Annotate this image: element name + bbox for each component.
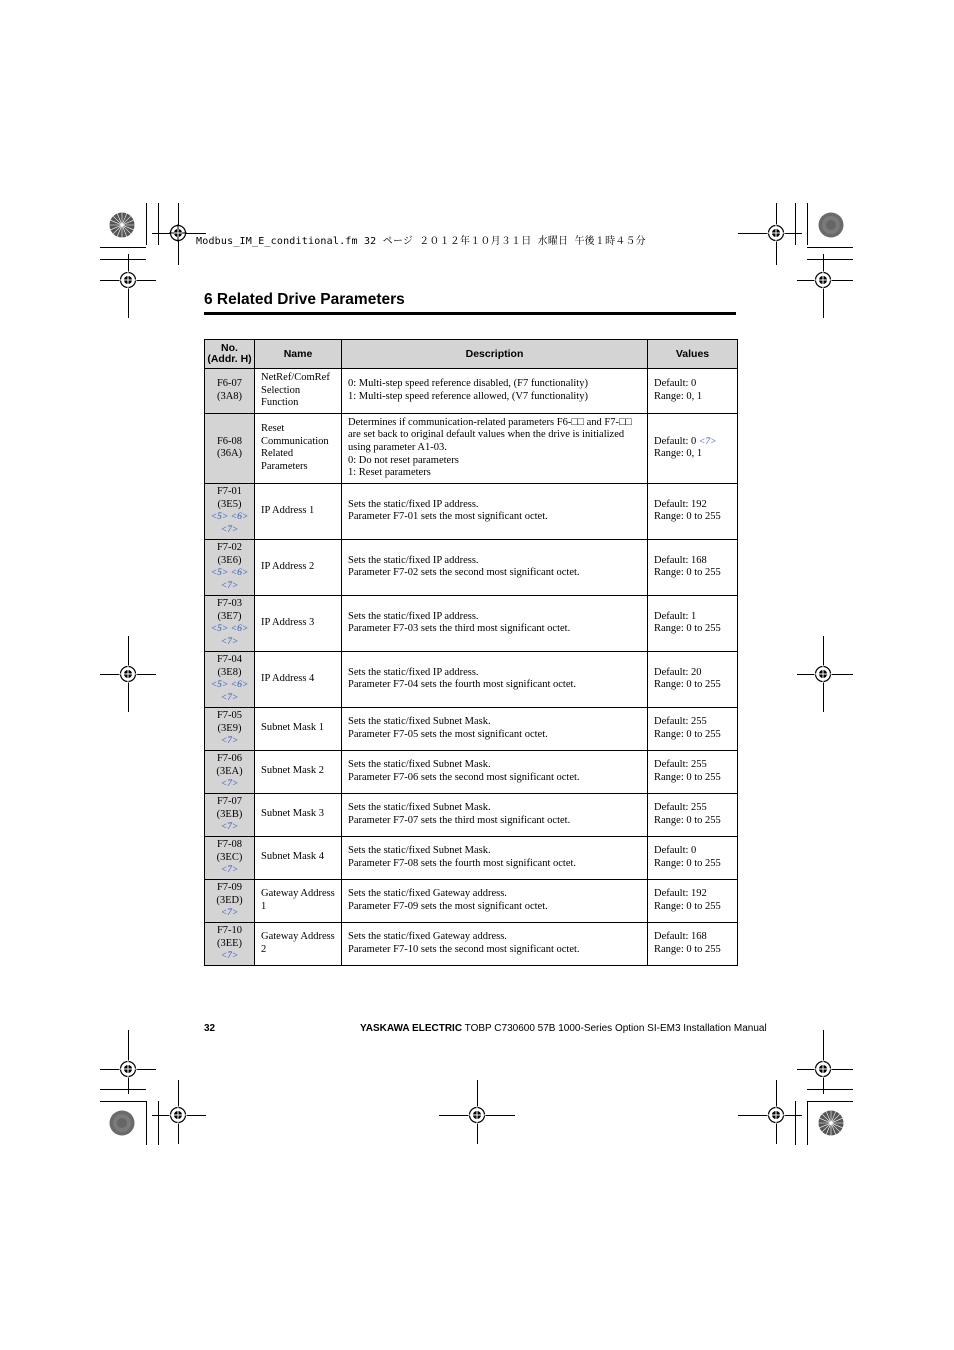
footer-brand: YASKAWA ELECTRIC [360, 1023, 463, 1034]
footnote-refs: <5> <6> <7> [210, 680, 249, 703]
param-name: Subnet Mask 4 [255, 836, 342, 879]
registration-mark-icon [814, 271, 832, 289]
footnote-refs: <7> [220, 822, 239, 833]
registration-mark-icon [767, 224, 785, 242]
description-line: Sets the static/fixed IP address. [348, 610, 479, 622]
param-address: (3E5) [217, 498, 242, 510]
param-address: (36A) [216, 448, 243, 460]
default-value-text: Default: 1 [654, 610, 697, 622]
param-number-cell [205, 879, 255, 922]
table-header-row [205, 340, 738, 369]
description-line: Parameter F7-05 sets the most significant octet. [348, 728, 548, 740]
description-line: Parameter F7-02 sets the second most significant octet. [348, 567, 580, 579]
param-name: Subnet Mask 1 [255, 707, 342, 750]
default-value [654, 759, 731, 772]
param-number-cell [205, 369, 255, 414]
default-value [654, 888, 731, 901]
param-number: F7-04 [216, 654, 243, 666]
param-values [648, 413, 738, 483]
table-row [205, 750, 738, 793]
registration-mark-icon [814, 1060, 832, 1078]
description-line: Sets the static/fixed Gateway address. [348, 931, 507, 943]
description-line: 1: Multi-step speed reference allowed, (V7 functionality) [348, 390, 588, 402]
param-number-cell [205, 483, 255, 539]
footnote-refs: <7> [220, 908, 239, 919]
description-line: Parameter F7-06 sets the second most significant octet. [348, 771, 580, 783]
description-line: 0: Multi-step speed reference disabled, (F7 functionality) [348, 378, 588, 390]
table-row [205, 413, 738, 483]
value-range: Range: 0 to 255 [654, 900, 721, 912]
value-range: Range: 0 to 255 [654, 943, 721, 955]
param-number-cell [205, 750, 255, 793]
description-line: Parameter F7-03 sets the third most significant octet. [348, 623, 571, 635]
default-value-text: Default: 168 [654, 554, 707, 566]
param-number: F6-07 [216, 378, 243, 390]
registration-mark-icon [814, 665, 832, 683]
param-address: (3E8) [217, 666, 242, 678]
param-description [342, 836, 648, 879]
param-number: F7-02 [216, 542, 243, 554]
starburst-target-icon [818, 1110, 844, 1136]
description-line: 0: Do not reset parameters [348, 454, 459, 466]
gray-target-icon [818, 212, 844, 238]
param-description [342, 651, 648, 707]
default-value-text: Default: 0 [654, 378, 697, 390]
table-row [205, 793, 738, 836]
param-address: (3EA) [216, 765, 243, 777]
param-name: Reset Communication Related Parameters [255, 413, 342, 483]
footnote-refs: <7> [220, 865, 239, 876]
param-address: (3A8) [216, 390, 243, 402]
default-value [654, 555, 731, 568]
param-address: (3EB) [216, 808, 243, 820]
description-line: Parameter F7-09 sets the most significant octet. [348, 900, 548, 912]
parameter-table [204, 339, 738, 966]
table-row [205, 879, 738, 922]
param-number: F7-03 [216, 598, 243, 610]
default-value [654, 378, 731, 391]
description-line: Sets the static/fixed Subnet Mask. [348, 759, 491, 771]
param-number-cell [205, 836, 255, 879]
param-values [648, 836, 738, 879]
param-number-cell [205, 922, 255, 965]
param-name: Subnet Mask 2 [255, 750, 342, 793]
param-description [342, 413, 648, 483]
gray-target-icon [109, 1110, 135, 1136]
footnote-refs: <7> [220, 779, 239, 790]
registration-mark-icon [468, 1106, 486, 1124]
param-number-cell [205, 793, 255, 836]
col-header-values: Values [648, 340, 738, 369]
table-row [205, 595, 738, 651]
default-value [654, 716, 731, 729]
param-values [648, 707, 738, 750]
param-name: Gateway Address 1 [255, 879, 342, 922]
param-address: (3E6) [217, 554, 242, 566]
param-name: IP Address 4 [255, 651, 342, 707]
col-header-no [205, 340, 255, 369]
col-header-name: Name [255, 340, 342, 369]
default-value [654, 499, 731, 512]
registration-mark-icon [119, 665, 137, 683]
footnote-refs: <7> [220, 951, 239, 962]
description-line: Sets the static/fixed Subnet Mask. [348, 802, 491, 814]
registration-mark-icon [767, 1106, 785, 1124]
param-number-cell [205, 539, 255, 595]
value-range: Range: 0 to 255 [654, 857, 721, 869]
param-values [648, 879, 738, 922]
col-header-no-line2: (Addr. H) [207, 353, 252, 365]
description-line: Sets the static/fixed IP address. [348, 498, 479, 510]
param-number: F7-06 [216, 752, 243, 764]
param-values [648, 483, 738, 539]
param-number-cell [205, 595, 255, 651]
value-range: Range: 0, 1 [654, 390, 703, 402]
default-value [654, 611, 731, 624]
param-number: F7-09 [216, 881, 243, 893]
table-row [205, 369, 738, 414]
param-address: (3E7) [217, 610, 242, 622]
value-range: Range: 0 to 255 [654, 728, 721, 740]
param-name: IP Address 1 [255, 483, 342, 539]
registration-mark-icon [119, 1060, 137, 1078]
param-description [342, 879, 648, 922]
param-values [648, 369, 738, 414]
param-description [342, 707, 648, 750]
description-line: Determines if communication-related parameters F6-□□ and F7-□□ are set back to original default values when the drive is initialized using parameter A1-03. [348, 416, 632, 453]
registration-mark-icon [119, 271, 137, 289]
file-info-slug: Modbus_IM_E_conditional.fm 32 ページ ２０１２年１０月３１日 水曜日 午後１時４５分 [196, 236, 646, 247]
description-line: Sets the static/fixed Subnet Mask. [348, 845, 491, 857]
param-address: (3EE) [216, 937, 243, 949]
param-number-cell [205, 707, 255, 750]
page-number: 32 [204, 1023, 216, 1034]
default-value [654, 931, 731, 944]
description-line: Parameter F7-04 sets the fourth most significant octet. [348, 679, 577, 691]
param-address: (3EC) [216, 851, 243, 863]
param-values [648, 750, 738, 793]
default-value-text: Default: 0 [654, 845, 697, 857]
description-line: 1: Reset parameters [348, 467, 431, 479]
registration-mark-icon [169, 224, 187, 242]
value-range: Range: 0 to 255 [654, 511, 721, 523]
param-address: (3ED) [216, 894, 243, 906]
param-description [342, 793, 648, 836]
param-values [648, 651, 738, 707]
default-value-text: Default: 20 [654, 666, 702, 678]
default-value [654, 667, 731, 680]
param-values [648, 922, 738, 965]
param-name: IP Address 2 [255, 539, 342, 595]
table-row [205, 707, 738, 750]
table-row [205, 922, 738, 965]
footnote-refs: <5> <6> <7> [210, 568, 249, 591]
default-value-text: Default: 0 [654, 435, 699, 447]
footer-doc-info [360, 1023, 767, 1034]
param-number: F6-08 [216, 435, 243, 447]
param-name: IP Address 3 [255, 595, 342, 651]
default-value [654, 436, 731, 449]
default-value-text: Default: 192 [654, 498, 707, 510]
footnote-refs: <7> [220, 736, 239, 747]
default-value [654, 845, 731, 858]
value-range: Range: 0, 1 [654, 448, 703, 460]
footer-doc-title: TOBP C730600 57B 1000-Series Option SI-EM3 Installation Manual [462, 1023, 767, 1034]
col-header-no-line1: No. [221, 342, 238, 354]
table-row [205, 651, 738, 707]
description-line: Parameter F7-07 sets the third most significant octet. [348, 814, 571, 826]
param-address: (3E9) [217, 722, 242, 734]
param-values [648, 539, 738, 595]
value-range: Range: 0 to 255 [654, 771, 721, 783]
registration-mark-icon [169, 1106, 187, 1124]
value-range: Range: 0 to 255 [654, 814, 721, 826]
description-line: Sets the static/fixed Subnet Mask. [348, 716, 491, 728]
param-name: Gateway Address 2 [255, 922, 342, 965]
param-description [342, 922, 648, 965]
table-row [205, 836, 738, 879]
param-description [342, 369, 648, 414]
param-number-cell [205, 651, 255, 707]
description-line: Parameter F7-01 sets the most significant octet. [348, 511, 548, 523]
table-row [205, 539, 738, 595]
param-values [648, 595, 738, 651]
description-line: Sets the static/fixed IP address. [348, 666, 479, 678]
param-number: F7-01 [216, 486, 243, 498]
starburst-target-icon [109, 212, 135, 238]
default-value-text: Default: 255 [654, 759, 707, 771]
table-row [205, 483, 738, 539]
default-value-text: Default: 255 [654, 716, 707, 728]
param-description [342, 595, 648, 651]
param-values [648, 793, 738, 836]
param-name: Subnet Mask 3 [255, 793, 342, 836]
title-rule [204, 312, 736, 315]
footnote-refs: <5> <6> <7> [210, 624, 249, 647]
description-line: Parameter F7-10 sets the second most significant octet. [348, 943, 580, 955]
default-value-text: Default: 255 [654, 802, 707, 814]
footnote-refs: <5> <6> <7> [210, 512, 249, 535]
param-name: NetRef/ComRef Selection Function [255, 369, 342, 414]
param-number: F7-10 [216, 924, 243, 936]
param-number: F7-05 [216, 709, 243, 721]
value-range: Range: 0 to 255 [654, 623, 721, 635]
default-value-text: Default: 192 [654, 888, 707, 900]
default-value-text: Default: 168 [654, 931, 707, 943]
default-value [654, 802, 731, 815]
description-line: Sets the static/fixed IP address. [348, 554, 479, 566]
description-line: Parameter F7-08 sets the fourth most significant octet. [348, 857, 577, 869]
param-number-cell [205, 413, 255, 483]
footnote-ref: <7> [698, 436, 717, 447]
value-range: Range: 0 to 255 [654, 567, 721, 579]
param-description [342, 539, 648, 595]
section-title: 6 Related Drive Parameters [204, 291, 405, 308]
param-description [342, 483, 648, 539]
description-line: Sets the static/fixed Gateway address. [348, 888, 507, 900]
value-range: Range: 0 to 255 [654, 679, 721, 691]
col-header-description: Description [342, 340, 648, 369]
param-number: F7-08 [216, 838, 243, 850]
param-description [342, 750, 648, 793]
param-number: F7-07 [216, 795, 243, 807]
